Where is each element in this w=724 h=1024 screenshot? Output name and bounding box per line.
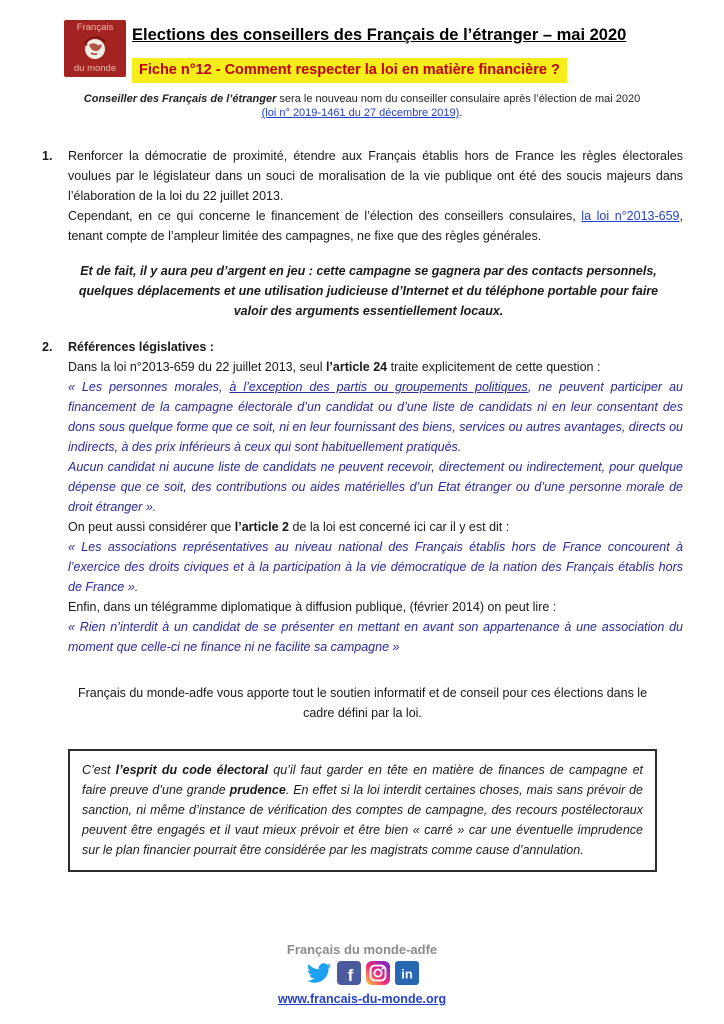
- footer-org-name: Français du monde-adfe: [286, 942, 438, 957]
- law-2013-659-link[interactable]: la loi n°2013-659: [581, 209, 680, 223]
- logo-text-bottom: du monde: [73, 63, 117, 74]
- telegram-quote: « Rien n’interdit à un candidat de se présenter en mettant en avant son appartenance à une association du moment que celle-ci ne finance ni ne facilite sa campagne »: [68, 620, 683, 654]
- page-title: Elections des conseillers des Français de l’étranger – mai 2020: [132, 26, 627, 44]
- article-24-intro: Dans la loi n°2013-659 du 22 juillet 2013, seul l’article 24 traite explicitement de cette question :: [68, 360, 601, 374]
- linkedin-icon[interactable]: [395, 961, 419, 985]
- svg-text:in: in: [400, 966, 413, 982]
- website-link[interactable]: www.francais-du-monde.org: [277, 992, 447, 1006]
- article-2-intro: On peut aussi considérer que l’article 2 de la loi est concerné ici car il y est dit :: [68, 520, 510, 534]
- article-24-bold: l’article 24: [325, 360, 388, 374]
- underlined-exception-clause: à l’exception des partis ou groupements politiques: [229, 380, 528, 394]
- francais-du-monde-logo: [64, 20, 126, 77]
- article-24-quote-part-1: « Les personnes morales, à l’exception des partis ou groupements politiques, ne peuvent participer au financement de la campagne électorale d’un candidat ou d’une liste de candidats ni en leur consentant des dons sous quelque forme que ce soit, ni en leur fournissant des biens, services ou autres avantages, directs ou indirects, à des prix inférieurs à ceux qui sont habituellement pratiqués.: [68, 380, 683, 454]
- section-1: [42, 146, 683, 246]
- section-1-number: 1.: [42, 149, 53, 163]
- esprit-code-electoral-bold: l’esprit du code électoral: [115, 763, 269, 777]
- article-24-quote-part-2: Aucun candidat ni aucune liste de candidats ne peuvent recevoir, directement ou indirectement, pour quelque dépense que ce soit, des contributions ou aides matérielles d’un Etat étranger ou d’une personne morale de droit étranger ».: [68, 460, 683, 514]
- article-2-quote: « Les associations représentatives au niveau national des Français établis hors de France concourent à l’exercice des droits civiques et à la participation à la vie démocratique de la nation des Français établis hors de France ».: [68, 540, 683, 594]
- prudence-bold: prudence: [229, 783, 286, 797]
- section-1-paragraph-2: Cependant, en ce qui concerne le financement de l’élection des conseillers consulaires, la loi n°2013-659, tenant compte de l’ampleur limitée des campagnes, ne fixe que des règles générales.: [68, 209, 683, 243]
- social-icons-row: [0, 961, 724, 985]
- subtitle-highlight: Fiche n°12 - Comment respecter la loi en matière financière ?: [132, 58, 567, 83]
- electoral-code-box: C’est l’esprit du code électoral qu’il faut garder en tête en matière de finances de campagne et faire preuve d’une grande prudence. En effet si la loi interdit certaines choses, mais sans prévoir de sanction, ni même d’instance de vérification des comptes de campagne, des recours postélectoraux peuvent être engagés et il vaut mieux prévoir et être bien « carré » car une éventuelle imprudence sur le plan financier pourrait être considérée par les magistrats comme cause d’annulation.: [68, 749, 657, 872]
- section-2: [42, 337, 683, 657]
- facebook-icon[interactable]: [337, 961, 361, 985]
- section-2-heading: Références législatives :: [68, 340, 214, 354]
- support-statement: Français du monde-adfe vous apporte tout le soutien informatif et de conseil pour ces élections dans le cadre défini par la loi.: [77, 686, 648, 720]
- document-footer: [0, 942, 724, 1024]
- svg-text:f: f: [347, 966, 353, 985]
- section-1-paragraph-1: Renforcer la démocratie de proximité, étendre aux Français établis hors de France les règles électorales voulues par le législateur dans un souci de moralisation de la vie publique ont été des soucis majeurs dans l’élaboration de la loi du 22 juillet 2013.: [68, 149, 683, 203]
- article-2-bold: l’article 2: [234, 520, 289, 534]
- campaign-callout: Et de fait, il y aura peu d’argent en jeu : cette campagne se gagnera par des contacts personnels, quelques déplacements et une utilisation judicieuse d’Internet et du téléphone portable pour faire valoir des arguments essentiellement locaux.: [78, 264, 659, 318]
- note-lead-italic: Conseiller des Français de l’étranger: [83, 93, 277, 105]
- intro-note: [42, 92, 682, 120]
- note-rest: sera le nouveau nom du conseiller consulaire après l’élection de mai 2020: [276, 93, 641, 105]
- section-2-number: 2.: [42, 340, 53, 354]
- logo-text-top: Français: [76, 22, 114, 33]
- twitter-icon[interactable]: [306, 961, 332, 985]
- document-header: [0, 0, 724, 120]
- globe-icon: [81, 35, 109, 63]
- instagram-icon[interactable]: [366, 961, 390, 985]
- note-suffix: .: [459, 107, 463, 119]
- law-2019-1461-link[interactable]: (loi n° 2019-1461 du 27 décembre 2019): [261, 107, 460, 119]
- document-body: [0, 120, 724, 872]
- telegram-intro: Enfin, dans un télégramme diplomatique à diffusion publique, (février 2014) on peut lire :: [68, 600, 557, 614]
